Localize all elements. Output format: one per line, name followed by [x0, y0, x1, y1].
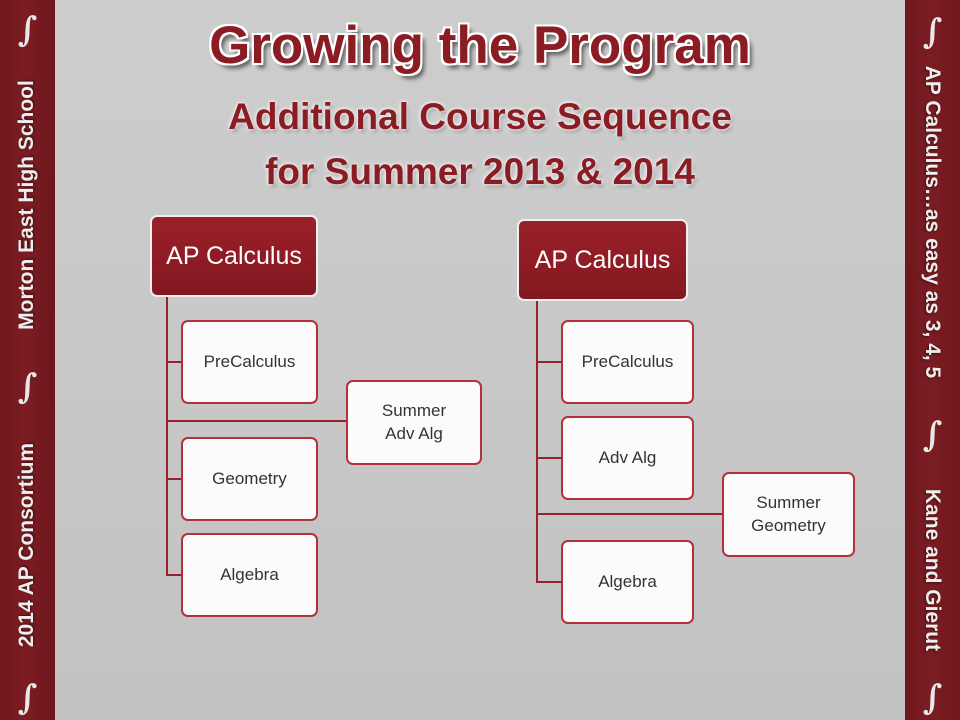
slide-title: Growing the Program	[209, 16, 751, 75]
consortium-label: 2014 AP Consortium	[15, 442, 38, 648]
left-sidebar	[0, 0, 55, 720]
root-course-box: AP Calculus	[150, 215, 318, 297]
connector-line	[166, 574, 181, 576]
course-box: PreCalculus	[181, 320, 318, 404]
connector-line	[536, 513, 722, 515]
tagline-label: AP Calculus…as easy as 3, 4, 5	[921, 65, 944, 379]
connector-line	[536, 457, 561, 459]
school-name-label: Morton East High School	[15, 80, 38, 330]
connector-line	[166, 297, 168, 576]
connector-line	[536, 361, 561, 363]
course-box: Geometry	[181, 437, 318, 521]
connector-line	[166, 478, 181, 480]
integral-icon: ∫	[922, 415, 943, 455]
course-box: Algebra	[181, 533, 318, 617]
integral-icon: ∫	[17, 10, 38, 50]
root-course-box: AP Calculus	[517, 219, 688, 301]
integral-icon: ∫	[922, 678, 943, 718]
slide-subtitle-line-2: for Summer 2013 & 2014	[265, 151, 695, 192]
connector-line	[536, 581, 561, 583]
slide-subtitle-line-1: Additional Course Sequence	[228, 96, 732, 137]
connector-line	[536, 301, 538, 583]
course-box: Algebra	[561, 540, 694, 624]
integral-icon: ∫	[17, 367, 38, 407]
authors-label: Kane and Gierut	[921, 488, 944, 652]
summer-course-box: Summer Geometry	[722, 472, 855, 557]
course-box: Adv Alg	[561, 416, 694, 500]
connector-line	[166, 361, 181, 363]
course-box: PreCalculus	[561, 320, 694, 404]
integral-icon: ∫	[922, 12, 943, 52]
summer-course-box: Summer Adv Alg	[346, 380, 482, 465]
integral-icon: ∫	[17, 678, 38, 718]
connector-line	[166, 420, 346, 422]
right-sidebar	[905, 0, 960, 720]
